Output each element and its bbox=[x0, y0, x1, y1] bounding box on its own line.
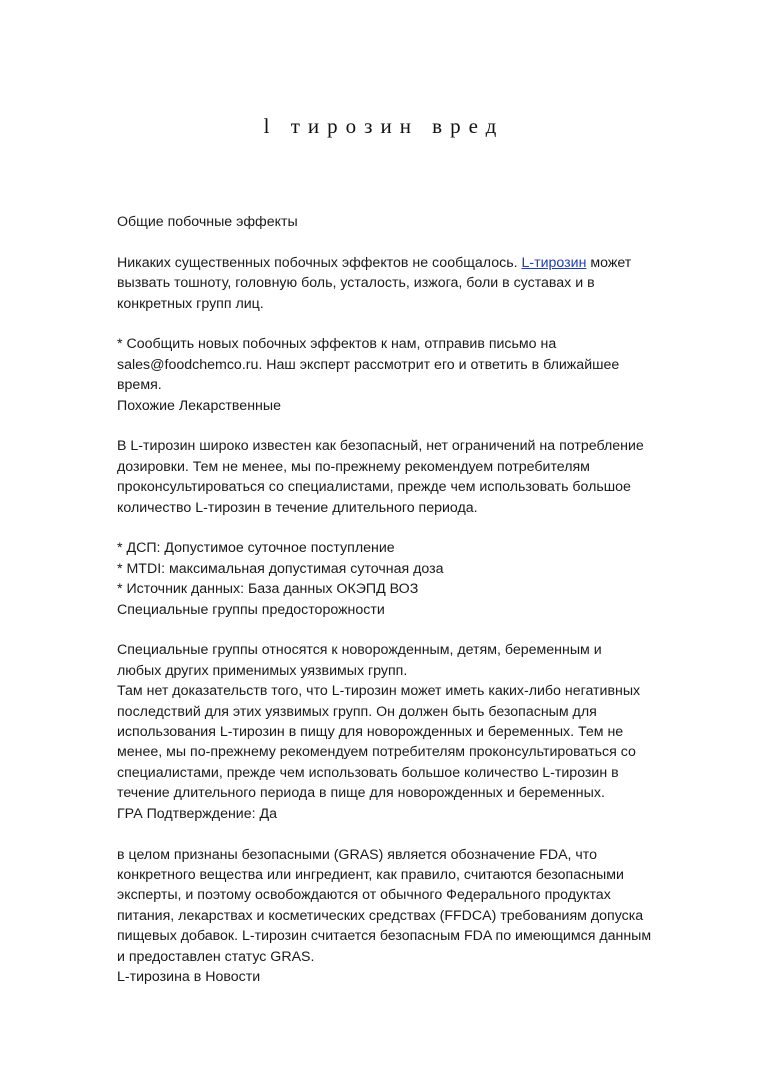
paragraph-line: вызвать тошноту, головную боль, усталость, изжога, боли в суставах и в bbox=[117, 275, 595, 292]
paragraph-line bbox=[117, 253, 657, 273]
section-heading-side-effects: Общие побочные эффекты bbox=[117, 214, 298, 230]
document-body bbox=[117, 212, 657, 987]
paragraph-line: конкретных групп лиц. bbox=[117, 295, 264, 312]
text-segment: Никаких существенных побочных эффектов не сообщалось. bbox=[117, 254, 522, 271]
paragraph-line: Там нет доказательств того, что L-тирозин может иметь каких-либо негативных bbox=[117, 683, 641, 700]
paragraph-line: менее, мы по-прежнему рекомендуем потребителям проконсультироваться со bbox=[117, 744, 636, 761]
paragraph-line: последствий для этих уязвимых групп. Он должен быть безопасным для bbox=[117, 703, 597, 720]
paragraph-gap bbox=[117, 314, 657, 334]
paragraph-line: в целом признаны безопасными (GRAS) является обозначение FDA, что bbox=[117, 846, 598, 863]
paragraph-line: sales@foodchemco.ru. Наш эксперт рассмотрит его и ответить в ближайшее bbox=[117, 356, 620, 373]
paragraph-gap bbox=[117, 518, 657, 538]
paragraph-gap bbox=[117, 232, 657, 252]
paragraph-line: количество L-тирозин в течение длительного периода. bbox=[117, 499, 478, 516]
section-heading-news: L-тирозина в Новости bbox=[117, 968, 261, 985]
list-item: * Источник данных: База данных ОКЭПД ВОЗ bbox=[117, 581, 419, 598]
paragraph-line: время. bbox=[117, 377, 162, 394]
paragraph-line: и предоставлен статус GRAS. bbox=[117, 948, 315, 965]
list-item: * MTDI: максимальная допустимая суточная доза bbox=[117, 560, 444, 577]
section-heading-similar-drugs: Похожие Лекарственные bbox=[117, 397, 281, 414]
paragraph-line: Специальные группы относятся к новорожденным, детям, беременным и bbox=[117, 642, 602, 659]
paragraph-line: специалистами, прежде чем использовать большое количество L-тирозин в bbox=[117, 764, 619, 781]
paragraph-line: течение длительного периода в пище для новорожденных и беременных. bbox=[117, 785, 605, 802]
paragraph-line: конкретного вещества или ингредиент, как правило, считаются безопасными bbox=[117, 866, 624, 883]
paragraph-line: * Сообщить новых побочных эффектов к нам, отправив письмо на bbox=[117, 336, 557, 353]
paragraph-gap bbox=[117, 416, 657, 436]
paragraph-line: пищевых добавок. L-тирозин считается безопасным FDA по имеющимся данным bbox=[117, 928, 652, 945]
paragraph-line: проконсультироваться со специалистами, прежде чем использовать большое bbox=[117, 479, 631, 496]
paragraph-gap bbox=[117, 620, 657, 640]
l-tyrosine-link[interactable]: L-тирозин bbox=[521, 254, 587, 271]
page-title: l тирозин вред bbox=[263, 114, 505, 138]
paragraph-gap bbox=[117, 824, 657, 844]
paragraph-line: В L-тирозин широко известен как безопасный, нет ограничений на потребление bbox=[117, 438, 644, 455]
section-heading-special-groups: Специальные группы предосторожности bbox=[117, 601, 385, 618]
paragraph-line: использования L-тирозин в пищу для новорожденных и беременных. Тем не bbox=[117, 724, 624, 741]
paragraph-line: любых других применимых уязвимых групп. bbox=[117, 662, 408, 679]
paragraph-line: питания, лекарствах и косметических средствах (FFDCA) требованиям допуска bbox=[117, 907, 644, 924]
section-heading-gras: ГРА Подтверждение: Да bbox=[117, 805, 278, 822]
list-item: * ДСП: Допустимое суточное поступление bbox=[117, 540, 395, 557]
paragraph-line: дозировки. Тем не менее, мы по-прежнему рекомендуем потребителям bbox=[117, 458, 590, 475]
paragraph-line: эксперты, и поэтому освобождаются от обычного Федерального продуктах bbox=[117, 887, 611, 904]
text-segment: может bbox=[586, 254, 632, 271]
